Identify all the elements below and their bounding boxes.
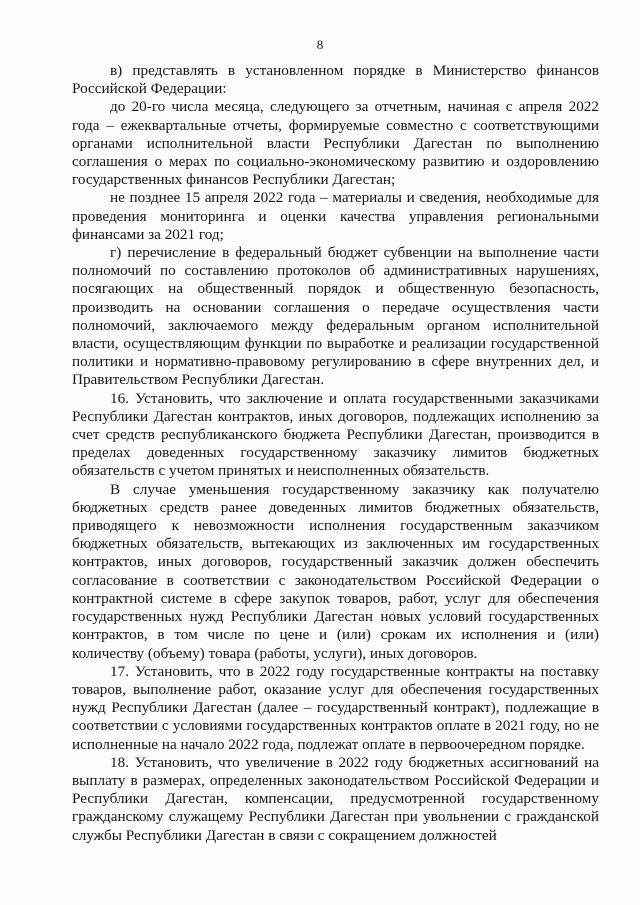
paragraph-g: г) перечисление в федеральный бюджет субвенции на выполнение части полномочий по составлению протоколов об административных нарушениях, посягающих на общественный порядок и общественную безопасность, производить на основании соглашения о передаче осуществления части полномочий, заключаемого между федеральным органом исполнительной власти, осуществляющим функции по выработке и реализации государственной политики и нормативно-правовому регулированию в сфере внутренних дел, и Правительством Республики Дагестан.	[72, 244, 599, 389]
paragraph-quarterly-reports: до 20-го числа месяца, следующего за отчетным, начиная с апреля 2022 года – ежеквартальные отчеты, формируемые совместно с соответствующими органами исполнительной власти Республики Дагестан по выполнению соглашения о мерах по социально-экономическому развитию и оздоровлению государственных финансов Республики Дагестан;	[72, 98, 599, 189]
document-body	[72, 62, 599, 845]
paragraph-16: 16. Установить, что заключение и оплата государственными заказчиками Республики Дагестан контрактов, иных договоров, подлежащих исполнению за счет средств республиканского бюджета Республики Дагестан, производится в пределах доведенных государственному заказчику лимитов бюджетных обязательств с учетом принятых и неисполненных обязательств.	[72, 389, 599, 480]
paragraph-16-limits-reduction: В случае уменьшения государственному заказчику как получателю бюджетных средств ранее доведенных лимитов бюджетных обязательств, приводящего к невозможности исполнения государственным заказчиком бюджетных обязательств, вытекающих из заключенных им государственных контрактов, иных договоров, государственный заказчик должен обеспечить согласование в соответствии с законодательством Российской Федерации о контрактной системе в сфере закупок товаров, работ, услуг для обеспечения государственных нужд Республики Дагестан новых условий государственных контрактов, в том числе по цене и (или) срокам их исполнения и (или) количеству (объему) товара (работы, услуги), иных договоров.	[72, 480, 599, 662]
page-number: 8	[316, 37, 324, 52]
paragraph-18: 18. Установить, что увеличение в 2022 году бюджетных ассигнований на выплату в размерах, определенных законодательством Российской Федерации и Республики Дагестан, компенсации, предусмотренной государственному гражданскому служащему Республики Дагестан при увольнении с гражданской службы Республики Дагестан в связи с сокращением должностей	[72, 753, 599, 844]
paragraph-v: в) представлять в установленном порядке в Министерство финансов Российской Федерации:	[72, 62, 599, 98]
paragraph-monitoring-materials: не позднее 15 апреля 2022 года – материалы и сведения, необходимые для проведения мониторинга и оценки качества управления региональными финансами за 2021 год;	[72, 189, 599, 243]
paragraph-17: 17. Установить, что в 2022 году государственные контракты на поставку товаров, выполнение работ, оказание услуг для обеспечения государственных нужд Республики Дагестан (далее – государственный контракт), подлежащие в соответствии с условиями государственных контрактов оплате в 2021 году, но не исполненные на начало 2022 года, подлежат оплате в первоочередном порядке.	[72, 662, 599, 753]
